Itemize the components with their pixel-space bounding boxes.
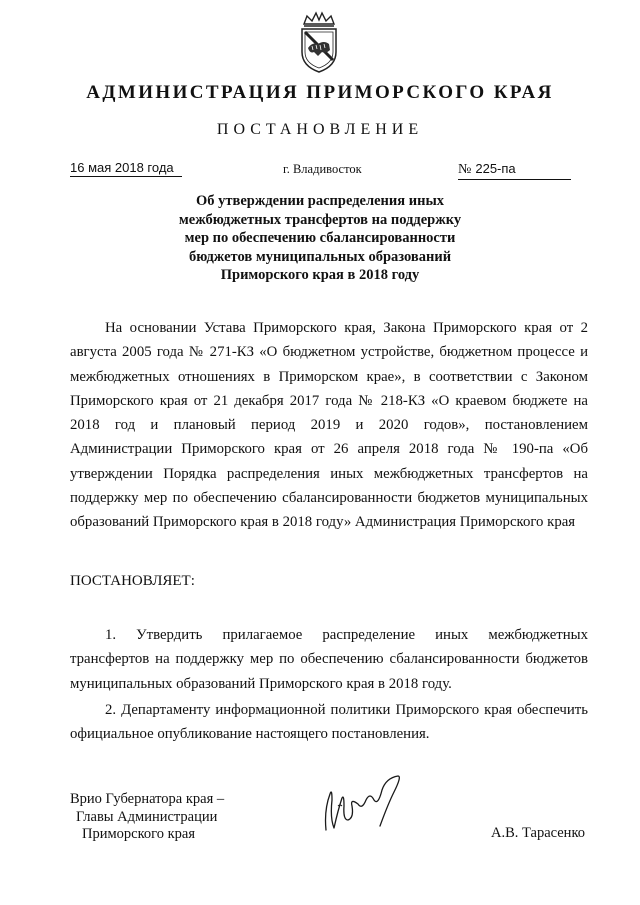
position-line: Приморского края	[82, 826, 196, 842]
document-date: 16 мая 2018 года	[70, 160, 182, 177]
resolution-item-2: 2. Департаменту информационной политики Приморского края обеспечить официальное опубликование настоящего постановления.	[70, 702, 588, 743]
document-city: г. Владивосток	[283, 162, 362, 176]
document-title	[120, 192, 520, 285]
title-line: Приморского края в 2018 году	[220, 267, 420, 283]
document-number	[458, 160, 571, 180]
title-line: межбюджетных трансфертов на поддержку	[178, 211, 462, 228]
title-line: Об утверждении распределения иных	[195, 193, 445, 209]
resolution-item-1: 1. Утвердить прилагаемое распределение иных межбюджетных трансфертов на поддержку мер по обеспечению сбалансированности бюджетов муниципальных образований Приморского края в 2018 году.	[70, 627, 588, 692]
position-line: Врио Губернатора края –	[70, 791, 225, 807]
number-value: 225-па	[475, 161, 516, 176]
basis-paragraph: На основании Устава Приморского края, Закона Приморского края от 2 августа 2005 года № 271-КЗ «О бюджетном устройстве, бюджетном процессе и межбюджетных отношениях в Приморском крае», в соответствии с Законом Приморского края от 21 декабря 2017 года № 218-КЗ «О краевом бюджете на 2018 год и плановый период 2019 и 2020 годов», постановлением Администрации Приморского края от 26 апреля 2018 года № 190-па «Об утверждении Порядка распределения иных межбюджетных трансфертов на поддержку мер по обеспечению сбалансированности бюджетов муниципальных образований Приморского края в 2018 году» Администрация Приморского края	[70, 320, 588, 531]
number-sign: №	[458, 162, 472, 177]
title-line: бюджетов муниципальных образований	[188, 248, 452, 265]
signatory-position	[70, 791, 224, 844]
document-type: ПОСТАНОВЛЕНИЕ	[216, 121, 424, 138]
signatory-name: А.В. Тарасенко	[491, 825, 586, 841]
handwritten-signature-icon	[318, 770, 410, 840]
primorsky-krai-coat-of-arms-icon	[296, 10, 342, 74]
position-line: Главы Администрации	[76, 808, 218, 825]
title-line: мер по обеспечению сбалансированности	[184, 230, 456, 246]
resolves-heading: ПОСТАНОВЛЯЕТ:	[70, 573, 195, 589]
organization-name: АДМИНИСТРАЦИЯ ПРИМОРСКОГО КРАЯ	[86, 82, 554, 103]
